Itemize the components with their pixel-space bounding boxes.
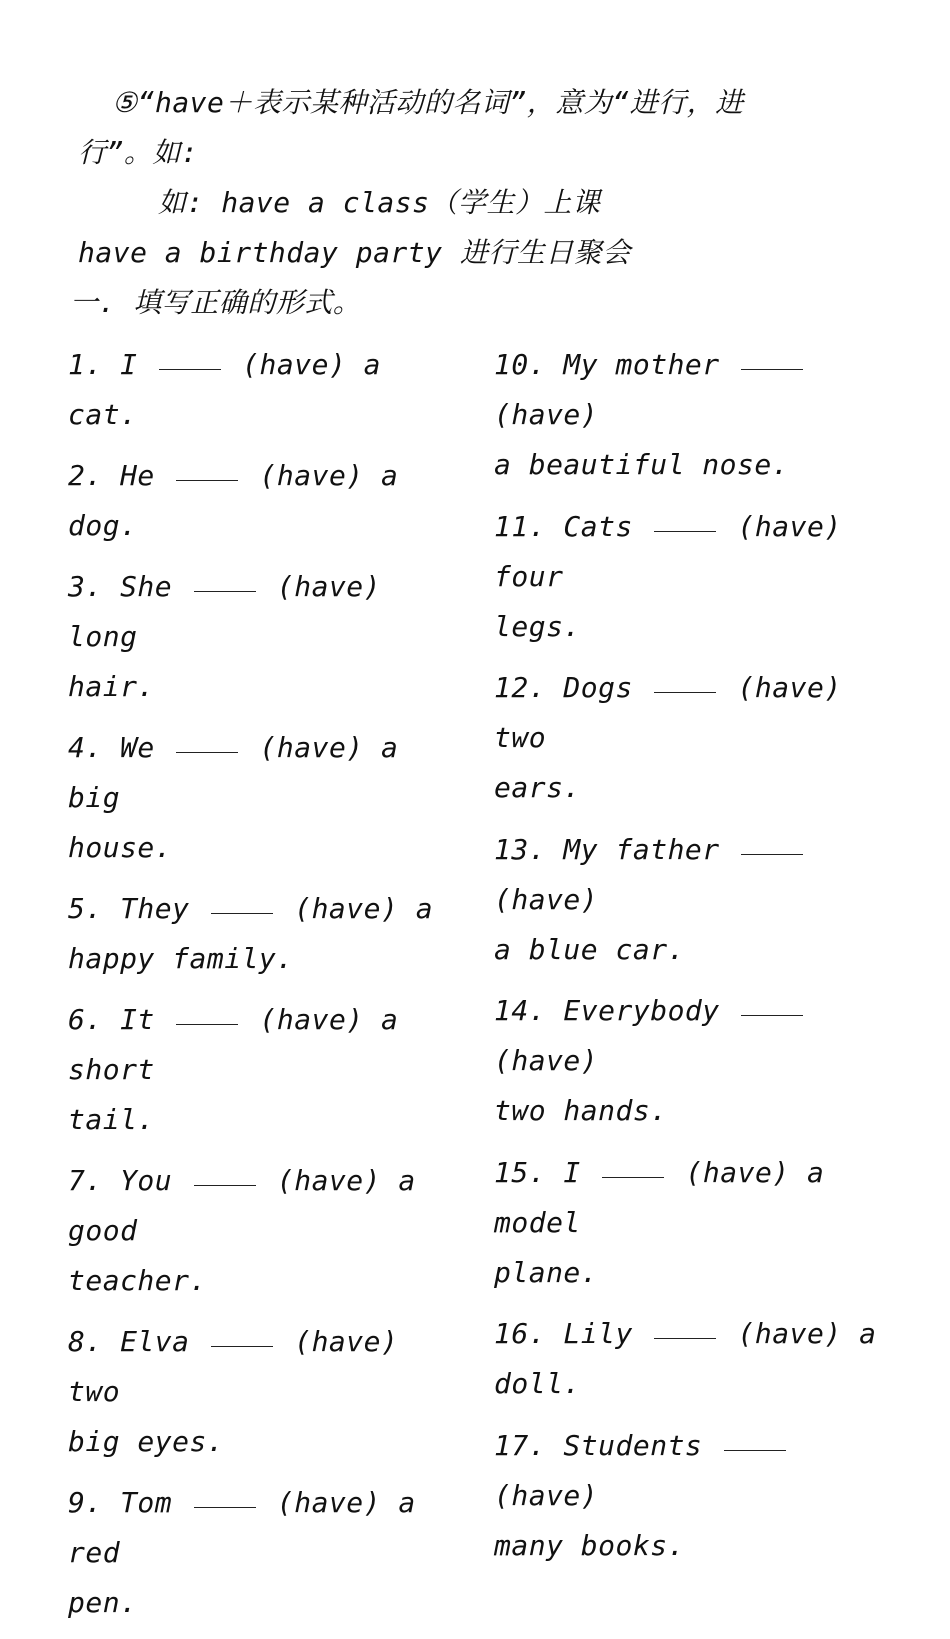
exercise-column-left xyxy=(68,340,463,1639)
answer-blank[interactable] xyxy=(741,853,803,855)
answer-blank[interactable] xyxy=(176,479,238,481)
exercise-item: 12. Dogs (have) two ears. xyxy=(494,671,842,804)
exercise-item: 4. We (have) a big house. xyxy=(68,731,399,864)
exercise-column-right xyxy=(494,340,886,1582)
exercise-item: 8. Elva (have) two big eyes. xyxy=(68,1325,399,1458)
section-heading: 一. 填写正确的形式。 xyxy=(70,286,362,319)
answer-blank[interactable] xyxy=(654,530,716,532)
answer-blank[interactable] xyxy=(194,590,256,592)
note-line-1: ⑤“have＋表示某种活动的名词”，意为“进行，进 xyxy=(112,86,744,119)
answer-blank[interactable] xyxy=(741,1014,803,1016)
grammar-note xyxy=(70,78,878,328)
answer-blank[interactable] xyxy=(176,1023,238,1025)
answer-blank[interactable] xyxy=(159,368,221,370)
exercise-item: 11. Cats (have) four legs. xyxy=(494,509,842,643)
exercise-item: 9. Tom (have) a red pen. xyxy=(68,1486,416,1619)
answer-blank[interactable] xyxy=(654,691,716,693)
exercise-item: 13. My father (have) a blue car. xyxy=(494,825,886,975)
exercise-item: 1. I (have) a cat. xyxy=(68,348,382,431)
exercise-item: 16. Lily (have) a doll. xyxy=(494,1317,877,1400)
answer-blank[interactable] xyxy=(211,912,273,914)
answer-blank[interactable] xyxy=(741,368,803,370)
example-line-2: have a birthday party 进行生日聚会 xyxy=(78,236,631,269)
exercise-item: 7. You (have) a good teacher. xyxy=(68,1164,416,1297)
example-line-1: 如: have a class（学生）上课 xyxy=(158,186,601,219)
exercise-item: 2. He (have) a dog. xyxy=(68,459,399,542)
answer-blank[interactable] xyxy=(194,1184,256,1186)
exercise-item: 5. They (have) a happy family. xyxy=(68,892,434,975)
answer-blank[interactable] xyxy=(176,751,238,753)
answer-blank[interactable] xyxy=(724,1449,786,1451)
exercise-item: 15. I (have) a model plane. xyxy=(494,1155,825,1289)
answer-blank[interactable] xyxy=(602,1176,664,1178)
note-line-2: 行”。如: xyxy=(78,136,199,169)
exercise-item: 6. It (have) a short tail. xyxy=(68,1003,399,1136)
answer-blank[interactable] xyxy=(654,1337,716,1339)
answer-blank[interactable] xyxy=(194,1506,256,1508)
exercise-item: 3. She (have) long hair. xyxy=(68,570,382,703)
answer-blank[interactable] xyxy=(211,1345,273,1347)
exercise-item: 10. My mother (have) a beautiful nose. xyxy=(494,340,886,490)
exercise-item: 17. Students (have) many books. xyxy=(494,1421,886,1571)
exercise-item: 14. Everybody (have) two hands. xyxy=(494,986,886,1136)
